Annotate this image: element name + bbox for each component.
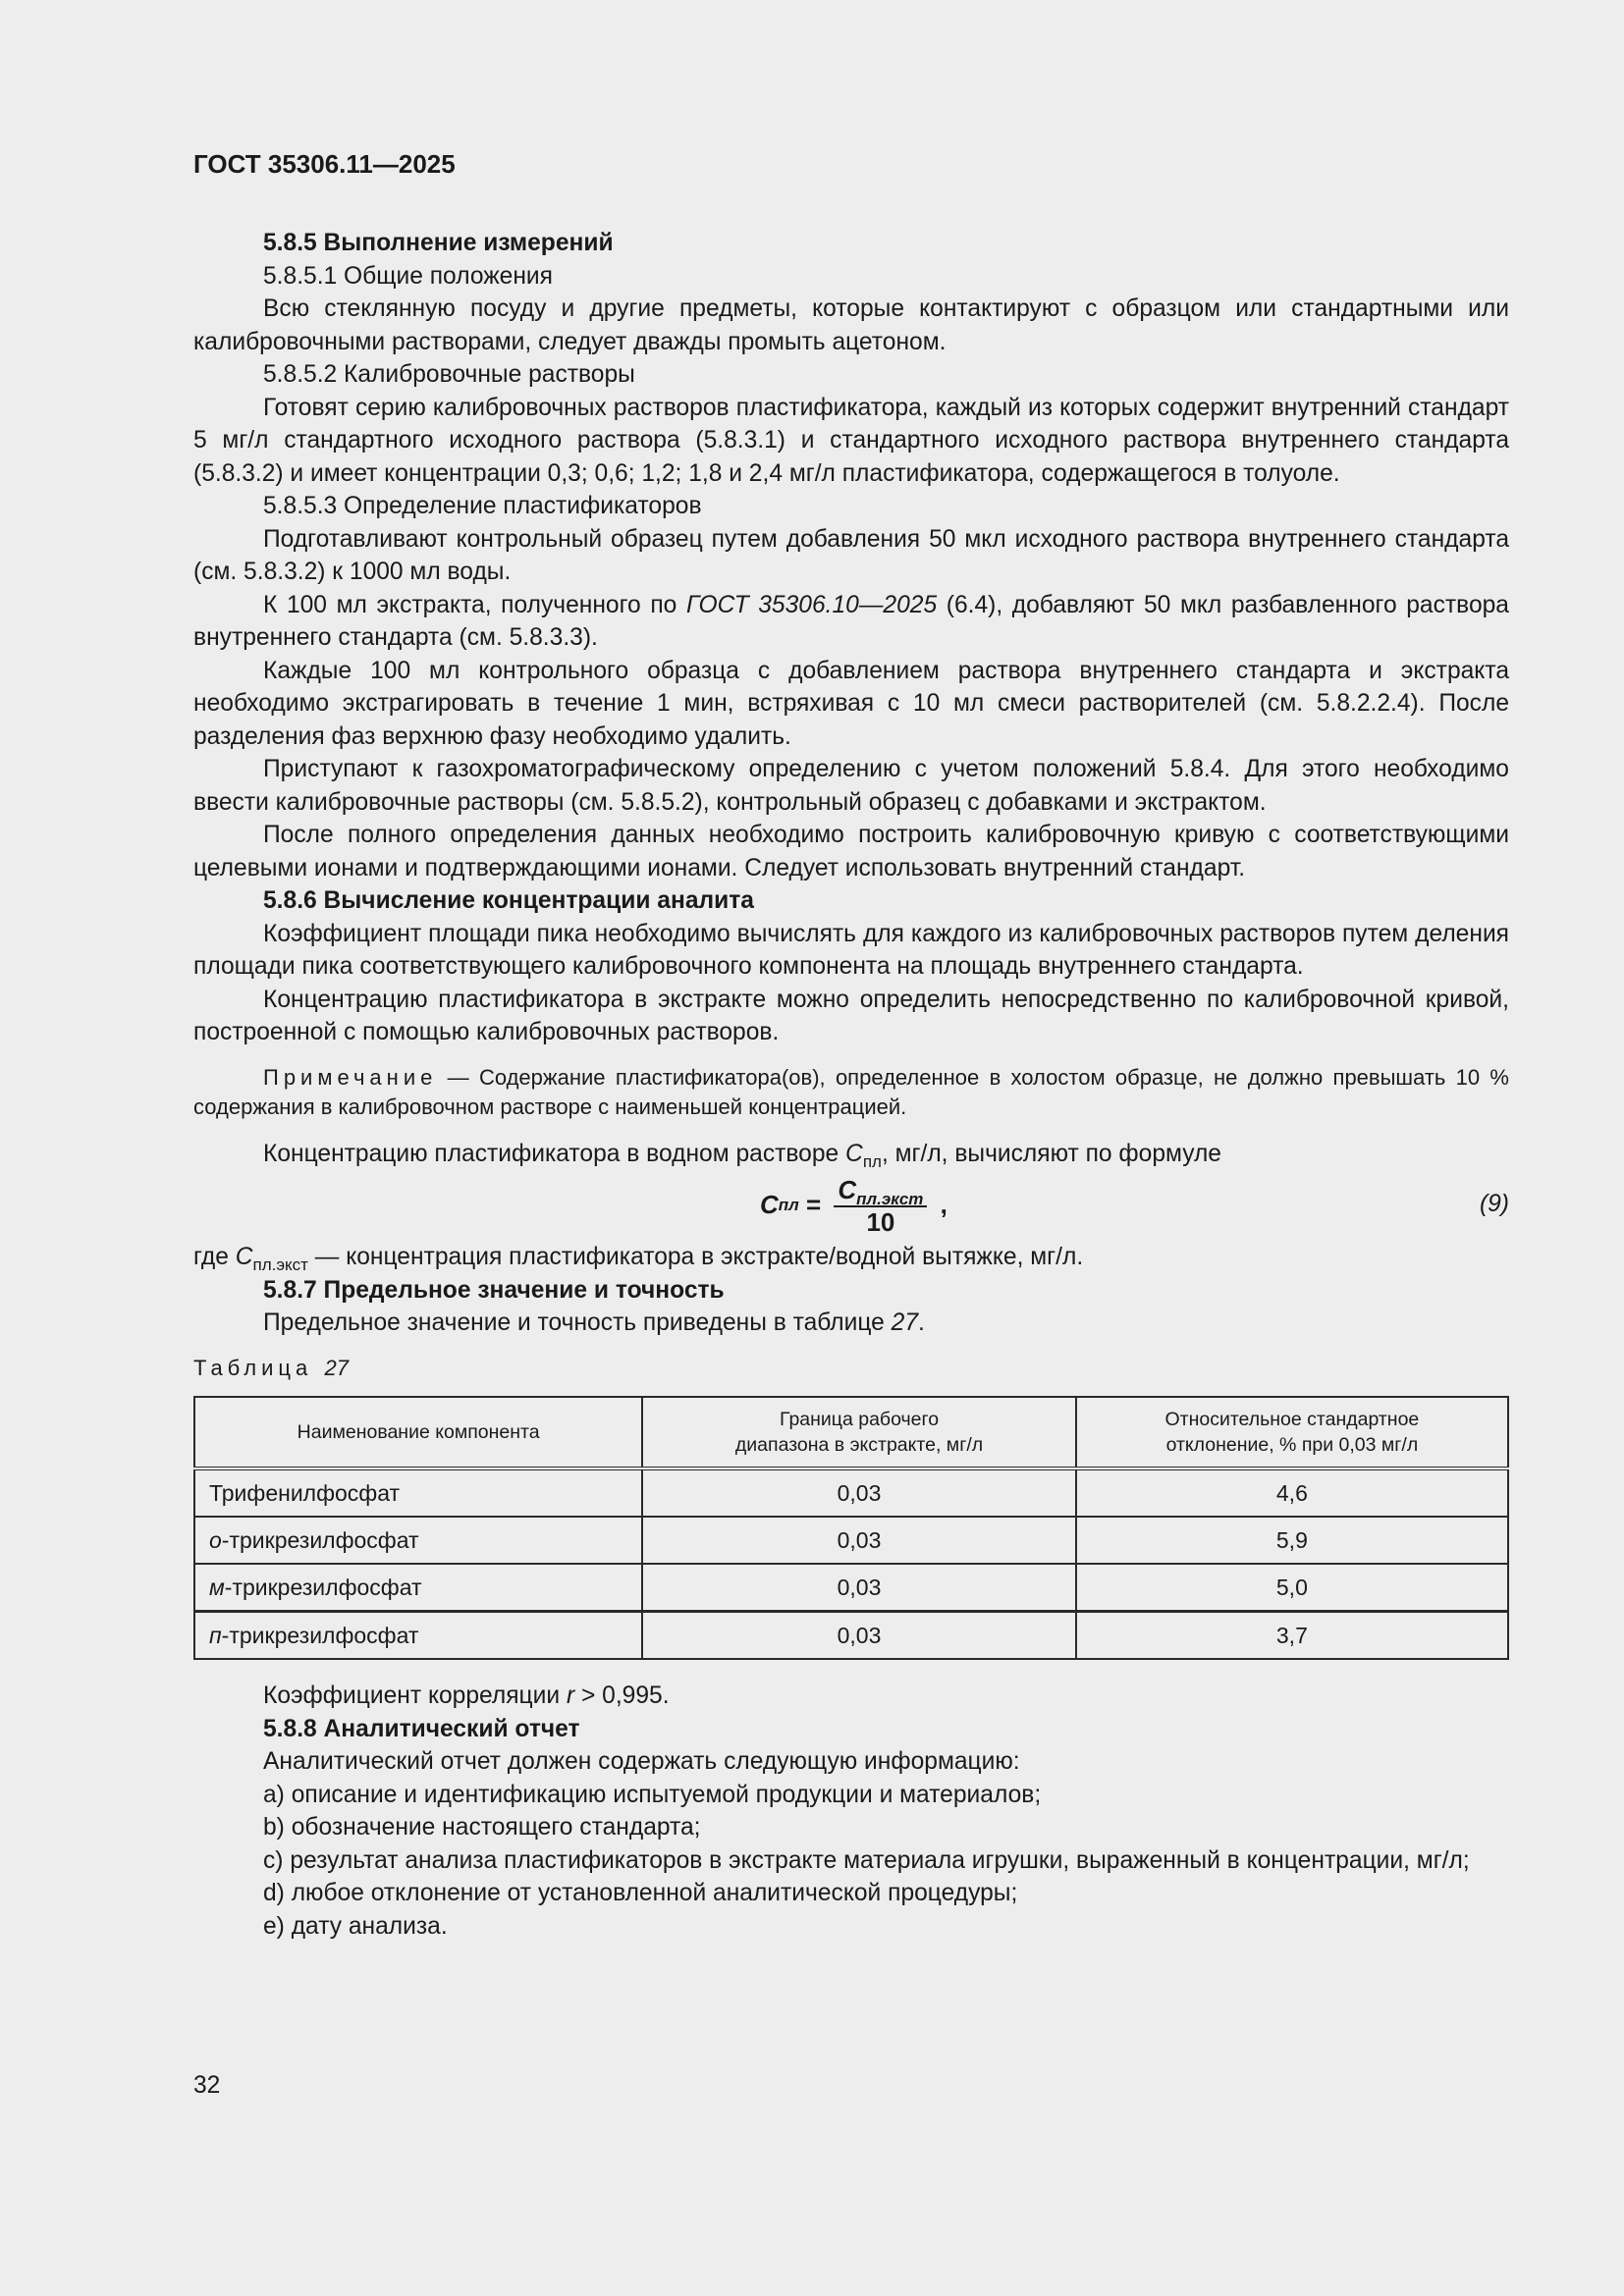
text-run: . <box>918 1309 925 1336</box>
table-reference: 27 <box>891 1309 919 1336</box>
paragraph: После полного определения данных необходимо построить калибровочную кривую с соответствующими целевыми ионами и подтверждающими ионами. Следует использовать внутренний стандарт. <box>193 822 1509 881</box>
paragraph: Подготавливают контрольный образец путем добавления 50 мкл исходного раствора внутреннего стандарта (см. 5.8.3.2) к 1000 мл воды. <box>193 525 1509 585</box>
note-label: Примечание <box>263 1064 438 1090</box>
numerator-subscript: пл.экст <box>856 1189 924 1208</box>
list-item: e) дату анализа. <box>263 1912 448 1940</box>
text-run: > 0,995. <box>574 1682 670 1709</box>
component-name: Трифенилфосфат <box>209 1480 401 1506</box>
paragraph: Всю стеклянную посуду и другие предметы, которые контактируют с образцом или стандартными или калибровочными растворами, следует дважды промыть ацетоном. <box>193 295 1509 355</box>
table-cell-limit: 0,03 <box>642 1468 1076 1517</box>
section-5-8-6-title: 5.8.6 Вычисление концентрации аналита <box>263 887 754 914</box>
table-cell-rsd: 5,9 <box>1076 1517 1508 1564</box>
table-caption-number: 27 <box>324 1355 349 1380</box>
formula-where <box>193 1241 1509 1274</box>
table-row <box>194 1517 1508 1564</box>
text-run: где <box>193 1244 236 1270</box>
text-run: (6.4), добавляют 50 мкл разбавленного раствора внутреннего стандарта (см. 5.8.3.3). <box>193 591 1509 651</box>
table-cell-limit: 0,03 <box>642 1612 1076 1660</box>
data-table <box>193 1396 1509 1660</box>
section-5-8-7-title: 5.8.7 Предельное значение и точность <box>263 1276 725 1304</box>
isomer-prefix: о <box>209 1527 222 1553</box>
section-5-8-5-1-title: 5.8.5.1 Общие положения <box>263 262 553 290</box>
header-text: Граница рабочего диапазона в экстракте, мг/л <box>734 1409 984 1456</box>
formula-lead <box>193 1138 1509 1171</box>
table-caption <box>193 1352 1509 1385</box>
component-name: -трикрезилфосфат <box>221 1623 419 1648</box>
list-item: d) любое отклонение от установленной аналитической процедуры; <box>263 1880 1018 1906</box>
symbol: C <box>235 1244 253 1270</box>
correlation-paragraph <box>193 1680 1509 1713</box>
list-item: b) обозначение настоящего стандарта; <box>263 1814 701 1841</box>
table-cell-rsd: 3,7 <box>1076 1612 1508 1660</box>
paragraph: Коэффициент площади пика необходимо вычислять для каждого из калибровочных растворов путем деления площади пика соответствующего калибровочного компонента на площадь внутреннего стандарта. <box>193 920 1509 980</box>
section-5-8-8-title: 5.8.8 Аналитический отчет <box>263 1715 580 1742</box>
paragraph <box>193 589 1509 655</box>
paragraph: Концентрацию пластификатора в экстракте можно определить непосредственно по калибровочной кривой, построенной с помощью калибровочных растворов. <box>193 986 1509 1045</box>
symbol: r <box>566 1682 575 1709</box>
formula-equals: = <box>798 1190 829 1220</box>
note <box>193 1063 1509 1122</box>
table-cell-rsd: 4,6 <box>1076 1468 1508 1517</box>
section-5-8-5-3-title: 5.8.5.3 Определение пластификаторов <box>263 493 702 519</box>
paragraph <box>193 1307 1509 1340</box>
formula-denominator: 10 <box>866 1206 895 1237</box>
text-run: — концентрация пластификатора в экстракте/водной вытяжке, мг/л. <box>307 1244 1084 1270</box>
table-cell-component <box>194 1517 642 1564</box>
text-run: , мг/л, вычисляют по формуле <box>881 1140 1221 1167</box>
section-5-8-5-2-title: 5.8.5.2 Калибровочные растворы <box>263 361 635 388</box>
table-row <box>194 1564 1508 1612</box>
paragraph: Приступают к газохроматографическому определению с учетом положений 5.8.4. Для этого необходимо ввести калибровочные растворы (см. 5.8.5.2), контрольный образец с добавками и экстрактом. <box>193 756 1509 816</box>
page-number: 32 <box>193 2072 221 2099</box>
standard-reference: ГОСТ 35306.10—2025 <box>685 591 938 618</box>
table-row <box>194 1612 1508 1660</box>
table-header-cell <box>1076 1397 1508 1468</box>
formula-lhs: C <box>760 1190 779 1220</box>
subscript: пл.экст <box>252 1255 308 1274</box>
document-header: ГОСТ 35306.11—2025 <box>193 149 456 179</box>
symbol: C <box>845 1140 863 1167</box>
paragraph: Готовят серию калибровочных растворов пластификатора, каждый из которых содержит внутренний стандарт 5 мг/л стандартного исходного раствора (5.8.3.1) и стандартного исходного раствора внутреннего стандарта (5.8.3.2) и имеет концентрации 0,3; 0,6; 1,2; 1,8 и 2,4 мг/л пластификатора, содержащегося в толуоле. <box>193 394 1509 487</box>
table-cell-limit: 0,03 <box>642 1564 1076 1612</box>
text-run: Коэффициент корреляции <box>263 1682 567 1709</box>
list-item: c) результат анализа пластификаторов в экстракте материала игрушки, выраженный в концентрации, мг/л; <box>263 1846 1470 1874</box>
table-cell-component <box>194 1612 642 1660</box>
formula-number: (9) <box>1479 1191 1509 1217</box>
formula-tail: , <box>933 1190 947 1220</box>
table-cell-component <box>194 1468 642 1517</box>
formula-numerator <box>834 1175 927 1207</box>
note-text: — Содержание пластификатора(ов), определенное в холостом образце, не должно превышать 10 % содержания в калибровочном растворе с наименьшей концентрацией. <box>193 1064 1509 1119</box>
paragraph: Аналитический отчет должен содержать следующую информацию: <box>263 1748 1020 1775</box>
component-name: -трикрезилфосфат <box>221 1527 419 1553</box>
table-cell-component <box>194 1564 642 1612</box>
isomer-prefix: м <box>209 1575 225 1600</box>
text-run: Предельное значение и точность приведены в таблице <box>263 1309 892 1336</box>
document-body <box>193 227 1509 1943</box>
table-header-row <box>194 1397 1508 1468</box>
formula-fraction <box>834 1175 927 1237</box>
table-caption-label: Таблица <box>193 1355 313 1380</box>
subscript: пл <box>862 1151 882 1171</box>
component-name: -трикрезилфосфат <box>224 1575 422 1600</box>
text-run: К 100 мл экстракта, полученного по <box>263 591 686 618</box>
table-cell-rsd: 5,0 <box>1076 1564 1508 1612</box>
isomer-prefix: п <box>209 1623 222 1648</box>
header-text: Относительное стандартное отклонение, % при 0,03 мг/л <box>1164 1409 1420 1456</box>
section-5-8-5-title: 5.8.5 Выполнение измерений <box>263 230 614 256</box>
formula-expression: C пл = $\frac{C_{пл.экст}}{10}$ , <box>760 1174 947 1237</box>
paragraph: Каждые 100 мл контрольного образца с добавлением раствора внутреннего стандарта и экстракта необходимо экстрагировать в течение 1 мин, встряхивая с 10 мл смеси растворителей (см. 5.8.2.2.4). После разделения фаз верхнюю фазу необходимо удалить. <box>193 657 1509 750</box>
numerator-symbol: C <box>838 1174 857 1204</box>
formula-9 <box>193 1170 1509 1241</box>
text-run: Концентрацию пластификатора в водном растворе <box>263 1140 846 1167</box>
table-header-cell <box>642 1397 1076 1468</box>
list-item: a) описание и идентификацию испытуемой продукции и материалов; <box>263 1781 1042 1808</box>
table-header-cell: Наименование компонента <box>194 1397 642 1468</box>
table-row <box>194 1468 1508 1517</box>
table-cell-limit: 0,03 <box>642 1517 1076 1564</box>
